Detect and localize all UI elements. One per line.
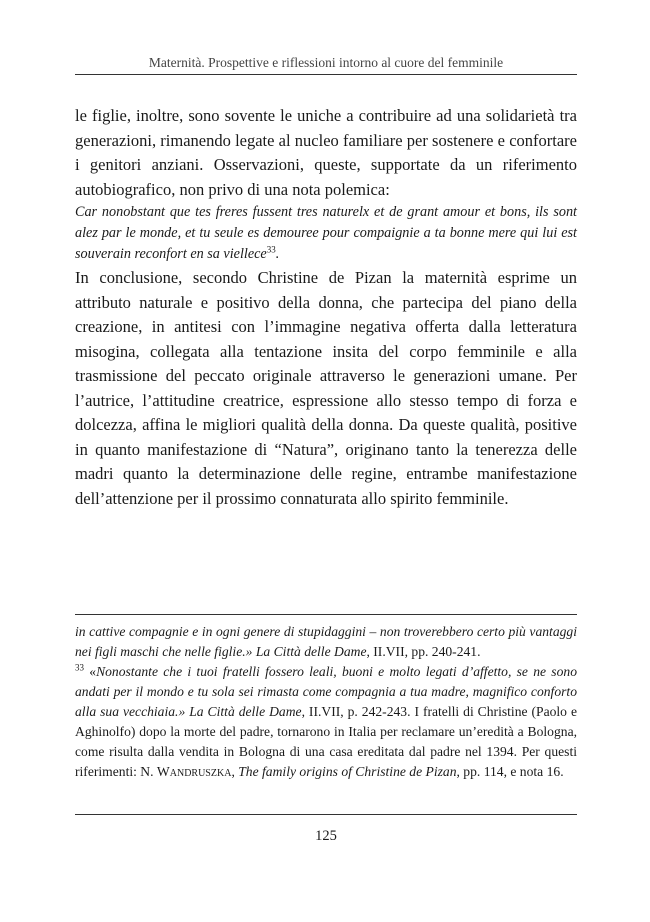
footnote-33-pages: , pp. 114, e nota 16. — [456, 764, 564, 779]
header-rule — [75, 74, 577, 75]
running-head: Maternità. Prospettive e riflessioni intorno al cuore del femminile — [148, 55, 504, 70]
main-text — [75, 104, 577, 511]
footnote-ref-33[interactable]: 33 — [266, 244, 276, 255]
footnote-33-book: La Città delle Dame — [189, 704, 302, 719]
footnote-cont-quote: in cattive compagnie e in ogni genere di stupidaggini – non troverebbero certo più vantaggi nei figli maschi che nelle figlie.» — [75, 624, 577, 659]
footnote-33-number: 33 — [75, 662, 84, 673]
footnote-bottom-rule — [75, 814, 577, 815]
footnote-33 — [75, 662, 577, 782]
footnote-cont-book: La Città delle Dame — [255, 644, 367, 659]
quote-end: . — [275, 246, 280, 262]
block-quote — [75, 202, 577, 265]
footnote-33-title: The family origins of Christine de Pizan — [238, 764, 457, 779]
footnotes — [75, 622, 577, 782]
footnote-rule — [75, 614, 577, 615]
footnote-cont-ref: , II.VII, pp. 240-241. — [366, 644, 481, 659]
footnote-33-ref: , II.VII, p. 242-243. I fratelli di Christine (Paolo e Aghinolfo) dopo la morte del padre, tornarono in Italia per reclamare un’eredità a Bologna, come risulta dalla vendita in Bologna di una casa ereditata dal padre nel 1394. Per questi riferimenti: N. — [75, 704, 577, 779]
footnote-33-open: « — [89, 664, 97, 679]
footnote-33-comma: , — [231, 764, 239, 779]
paragraph-2: In conclusione, secondo Christine de Pizan la maternità esprime un attributo naturale e positivo della donna, che partecipa del piano della creazione, in antitesi con l’immagine negativa offerta dalla letteratura misogina, collegata alla tentazione insita del corpo femminile e alla trasmissione del peccato originale attraverso le generazioni umane. Per l’autrice, l’attitudine creatrice, espressione allo stesso tempo di forza e dolcezza, affina le migliori qualità della donna. Da queste qualità, positive in quanto manifestazione di “Natura”, originano tanto la tenerezza delle madri quanto la determinazione delle regine, entrambe manifestazione dell’attenzione per il prossimo connaturata allo spirito femminile. — [75, 268, 577, 508]
footnote-33-author: Wandruszka — [156, 764, 232, 779]
page-number: 125 — [315, 828, 337, 844]
paragraph-1: le figlie, inoltre, sono sovente le uniche a contribuire ad una solidarietà tra generazioni, rimanendo legate al nucleo familiare per sostenere e confortare i genitori anziani. Osservazioni, queste, supportate da un riferimento autobiografico, non privo di una nota polemica: — [75, 106, 577, 199]
quote-text: Car nonobstant que tes freres fussent tres naturelx et de grant amour et bons, ils sont alez par le monde, et tu seule es demouree pour compaignie a ta bonne mere qui lui est souverain reconfort en sa viellece — [75, 204, 577, 262]
footnote-33-quote: Nonostante che i tuoi fratelli fossero leali, buoni e molto legati d’affetto, se ne sono andati per il mondo e tu sola sei rimasta come compagnia a tua madre, magnifico conforto alla sua vecchiaia.» — [75, 664, 577, 719]
footnote-continuation — [75, 622, 577, 662]
